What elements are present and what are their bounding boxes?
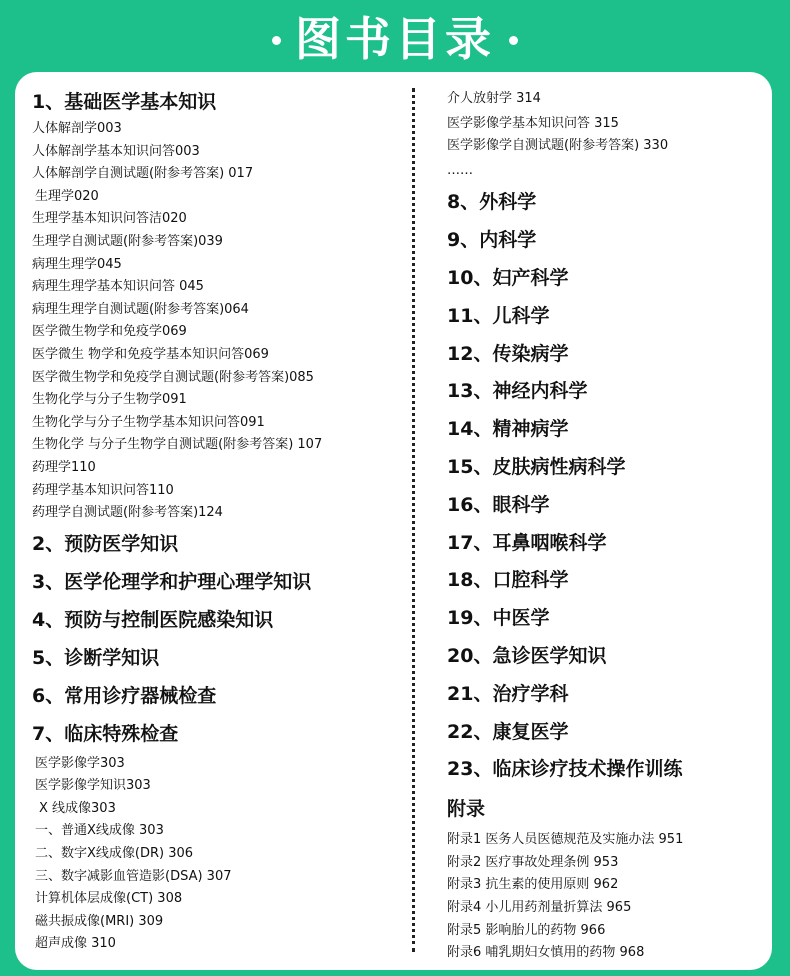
toc-item: 磁共振成像(MRI) 309 — [35, 913, 164, 929]
column-divider — [412, 88, 415, 952]
section-heading: 18、口腔科学 — [447, 569, 569, 592]
appendix-item: 附录2 医疗事故处理条例 953 — [447, 854, 619, 870]
toc-item: …… — [447, 162, 473, 178]
section-1-items — [32, 118, 407, 525]
section-heading: 12、传染病学 — [447, 342, 569, 365]
toc-item: 计算机体层成像(CT) 308 — [35, 891, 183, 907]
section-heading: 10、妇产科学 — [447, 266, 569, 289]
toc-item: 医学影像学303 — [35, 755, 125, 771]
header-banner — [0, 0, 790, 72]
section-heading: 14、精神病学 — [447, 418, 569, 441]
toc-item: 医学微生 物学和免疫学基本知识问答069 — [32, 346, 269, 362]
toc-item: 医学影像学知识303 — [35, 778, 151, 794]
section-heading: 11、儿科学 — [447, 304, 550, 327]
section-7-items — [32, 753, 407, 956]
section-heading: 16、眼科学 — [447, 493, 550, 516]
toc-item: 生物化学与分子生物学基本知识问答091 — [32, 414, 265, 430]
appendix-item: 附录6 哺乳期妇女慎用的药物 968 — [447, 945, 645, 961]
section-heading: 19、中医学 — [447, 607, 550, 630]
toc-right-column — [447, 90, 767, 965]
bullet-dot-icon — [509, 36, 518, 45]
toc-item: 医学影像学自测试题(附参考答案) 330 — [447, 138, 669, 154]
toc-item: 病理生理学自测试题(附参考答案)064 — [32, 301, 249, 317]
toc-item: 二、数字X线成像(DR) 306 — [35, 846, 194, 862]
toc-item: 医学影像学基本知识问答 315 — [447, 115, 619, 131]
toc-item: 人体解剖学自测试题(附参考答案) 017 — [32, 166, 254, 182]
section-heading: 20、急诊医学知识 — [447, 644, 607, 667]
section-heading: 8、外科学 — [447, 191, 537, 214]
toc-left-column — [32, 90, 407, 956]
section-heading: 22、康复医学 — [447, 720, 569, 743]
toc-item: 医学微生物学和免疫学069 — [32, 324, 187, 340]
section-heading: 1、基础医学基本知识 — [32, 91, 217, 113]
toc-item: X 线成像303 — [39, 800, 116, 816]
toc-item: 医学微生物学和免疫学自测试题(附参考答案)085 — [32, 369, 314, 385]
toc-item: 生理学基本知识问答洁020 — [32, 211, 187, 227]
toc-item: 药理学基本知识问答110 — [32, 482, 174, 498]
toc-item: 介人放射学 314 — [447, 91, 541, 106]
section-heading: 6、常用诊疗器械检查 — [32, 684, 217, 707]
section-heading: 3、医学伦理学和护理心理学知识 — [32, 570, 312, 593]
section-heading: 21、治疗学科 — [447, 682, 569, 705]
section-heading: 2、预防医学知识 — [32, 532, 179, 555]
toc-item: 生物化学 与分子生物学自测试题(附参考答案) 107 — [32, 437, 323, 453]
section-heading: 5、诊断学知识 — [32, 646, 160, 669]
toc-item: 人体解剖学003 — [32, 121, 122, 136]
toc-item: 生理学自测试题(附参考答案)039 — [32, 233, 223, 249]
section-heading: 15、皮肤病性病科学 — [447, 455, 626, 478]
toc-item: 人体解剖学基本知识问答003 — [32, 143, 200, 159]
toc-item: 超声成像 310 — [35, 936, 116, 952]
section-heading: 4、预防与控制医院感染知识 — [32, 608, 274, 631]
toc-item: 生物化学与分子生物学091 — [32, 392, 187, 408]
toc-item: 病理生理学045 — [32, 256, 122, 272]
appendix-item: 附录1 医务人员医德规范及实施办法 951 — [447, 832, 684, 848]
appendix-items — [447, 825, 767, 965]
toc-item: 一、普通X线成像 303 — [35, 823, 164, 839]
section-heading: 13、神经内科学 — [447, 380, 588, 403]
appendix-heading: 附录 — [447, 798, 486, 821]
appendix-item: 附录4 小儿用药剂量折算法 965 — [447, 899, 632, 915]
toc-item: 病理生理学基本知识问答 045 — [32, 279, 204, 295]
page-title: 图书目录 — [295, 12, 495, 66]
bullet-dot-icon — [272, 36, 281, 45]
section-heading: 17、耳鼻咽喉科学 — [447, 531, 607, 554]
appendix-item: 附录5 影响胎儿的药物 966 — [447, 922, 606, 938]
appendix-item: 附录3 抗生素的使用原则 962 — [447, 877, 619, 893]
toc-item: 药理学110 — [32, 459, 96, 475]
toc-item: 三、数字减影血管造影(DSA) 307 — [35, 868, 232, 884]
toc-item: 药理学自测试题(附参考答案)124 — [32, 505, 223, 521]
section-7-continued-items — [447, 90, 767, 180]
section-heading: 7、临床特殊检查 — [32, 722, 179, 745]
section-heading: 9、内科学 — [447, 229, 537, 252]
section-heading: 23、临床诊疗技术操作训练 — [447, 758, 683, 781]
toc-item: 生理学020 — [35, 188, 99, 204]
